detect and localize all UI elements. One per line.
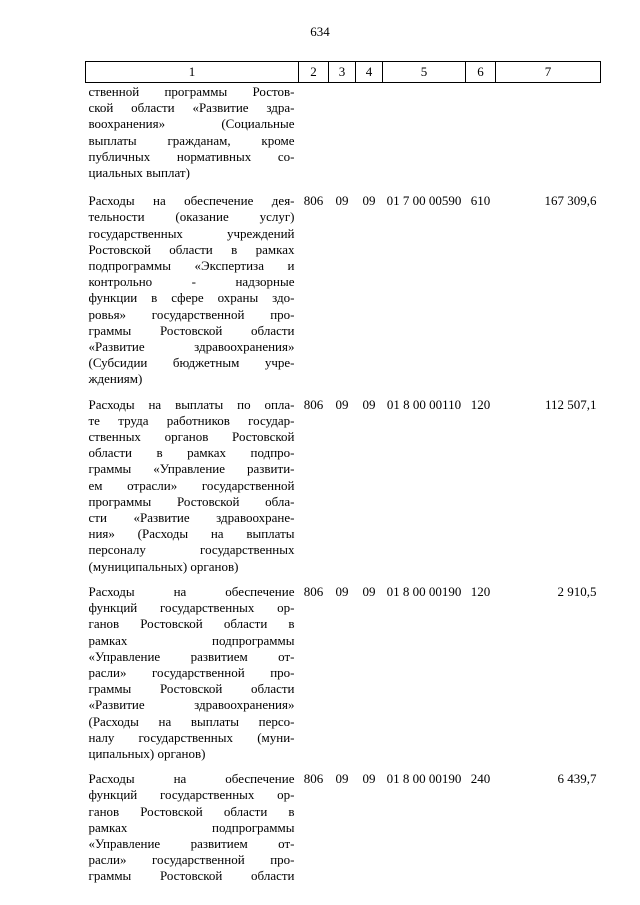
expense-type-code: 610 bbox=[470, 193, 491, 209]
header-row bbox=[86, 62, 601, 83]
description-line: сти «Развитие здравоохране- bbox=[88, 510, 295, 526]
section-code: 09 bbox=[335, 396, 349, 412]
description-line: расли» государственной про- bbox=[88, 852, 295, 868]
ministry-code: 806 bbox=[303, 583, 324, 599]
description-line: программы Ростовской обла- bbox=[88, 493, 295, 509]
description-line: Расходы на обеспечение bbox=[88, 583, 295, 599]
target-article-code: 01 8 00 00190 bbox=[386, 771, 462, 787]
subsection-code: 09 bbox=[362, 193, 376, 209]
description-line: тельности (оказание услуг) bbox=[88, 209, 295, 225]
description-line: те труда работников государ- bbox=[88, 412, 295, 428]
description-line: ровья» государственной про- bbox=[88, 306, 295, 322]
page-number: 634 bbox=[310, 24, 330, 39]
table-header bbox=[86, 62, 601, 83]
description-line: граммы Ростовской области bbox=[88, 322, 295, 338]
description-line: ния» (Расходы на выплаты bbox=[88, 526, 295, 542]
description-line: воохранения» (Социальные bbox=[88, 116, 295, 132]
description-line: граммы «Управление развити- bbox=[88, 461, 295, 477]
table-row bbox=[86, 191, 601, 394]
subsection-code bbox=[356, 83, 383, 192]
header-col-4: 4 bbox=[356, 62, 383, 83]
description-line: ственных органов Ростовской bbox=[88, 429, 295, 445]
target-article-code: 01 7 00 00590 bbox=[386, 193, 462, 209]
subsection-code: 09 bbox=[362, 771, 376, 787]
description-line: «Управление развитием от- bbox=[88, 648, 295, 664]
header-col-1: 1 bbox=[86, 62, 299, 83]
header-col-5: 5 bbox=[383, 62, 466, 83]
subsection-code: 09 bbox=[362, 583, 376, 599]
amount: 112 507,1 bbox=[544, 396, 597, 412]
header-col-6: 6 bbox=[466, 62, 496, 83]
table-row bbox=[86, 395, 601, 582]
description-line: функций государственных ор- bbox=[88, 787, 295, 803]
amount: 167 309,6 bbox=[544, 193, 597, 209]
amount bbox=[496, 83, 601, 192]
expense-type-code: 240 bbox=[470, 771, 491, 787]
description-line: Ростовской области в рамках bbox=[88, 241, 295, 257]
description-line: выплаты гражданам, кроме bbox=[88, 132, 295, 148]
section-code: 09 bbox=[335, 193, 349, 209]
description-line: государственных учреждений bbox=[88, 225, 295, 241]
target-article-code: 01 8 00 00110 bbox=[386, 396, 462, 412]
header-col-2: 2 bbox=[299, 62, 329, 83]
description-line: контрольно - надзорные bbox=[88, 274, 295, 290]
ministry-code: 806 bbox=[303, 193, 324, 209]
row-description bbox=[86, 191, 299, 394]
section-code: 09 bbox=[335, 771, 349, 787]
description-line: ципальных) органов) bbox=[88, 745, 206, 761]
description-line: «Управление развитием от- bbox=[88, 835, 295, 851]
description-line: функции в сфере охраны здо- bbox=[88, 290, 295, 306]
section-code bbox=[329, 83, 356, 192]
header-col-7: 7 bbox=[496, 62, 601, 83]
description-line: циальных выплат) bbox=[88, 165, 190, 181]
description-line: области в рамках подпро- bbox=[88, 445, 295, 461]
row-description bbox=[86, 769, 299, 891]
ministry-code bbox=[299, 83, 329, 192]
description-line: ственной программы Ростов- bbox=[88, 84, 295, 99]
row-description bbox=[86, 83, 299, 192]
description-line: расли» государственной про- bbox=[88, 664, 295, 680]
description-line: налу государственных (муни- bbox=[88, 729, 295, 745]
table-row bbox=[86, 769, 601, 891]
row-description bbox=[86, 582, 299, 769]
budget-table-container bbox=[85, 61, 600, 892]
row-description bbox=[86, 395, 299, 582]
expense-type-code: 120 bbox=[470, 583, 491, 599]
description-line: рамках подпрограммы bbox=[88, 819, 295, 835]
description-line: ганов Ростовской области в bbox=[88, 616, 295, 632]
amount: 2 910,5 bbox=[557, 583, 597, 599]
budget-table bbox=[85, 61, 601, 892]
description-line: публичных нормативных со- bbox=[88, 148, 295, 164]
description-line: граммы Ростовской области bbox=[88, 868, 295, 884]
subsection-code: 09 bbox=[362, 396, 376, 412]
description-line: функций государственных ор- bbox=[88, 600, 295, 616]
description-line: ганов Ростовской области в bbox=[88, 803, 295, 819]
description-line: «Развитие здравоохранения» bbox=[88, 697, 295, 713]
table-row bbox=[86, 83, 601, 192]
ministry-code: 806 bbox=[303, 771, 324, 787]
expense-type-code: 120 bbox=[470, 396, 491, 412]
section-code: 09 bbox=[335, 583, 349, 599]
description-line: Расходы на обеспечение дея- bbox=[88, 193, 295, 209]
description-line: Расходы на обеспечение bbox=[88, 771, 295, 787]
description-line: ской области «Развитие здра- bbox=[88, 100, 295, 116]
description-line: граммы Ростовской области bbox=[88, 681, 295, 697]
expense-type-code bbox=[466, 83, 496, 192]
table-body bbox=[86, 83, 601, 892]
description-line: подпрограммы «Экспертиза и bbox=[88, 258, 295, 274]
target-article-code: 01 8 00 00190 bbox=[386, 583, 462, 599]
amount: 6 439,7 bbox=[557, 771, 597, 787]
table-row bbox=[86, 582, 601, 769]
description-line: (муниципальных) органов) bbox=[88, 558, 239, 574]
description-line: ем отрасли» государственной bbox=[88, 477, 295, 493]
description-line: (Субсидии бюджетным учре- bbox=[88, 355, 295, 371]
description-line: рамках подпрограммы bbox=[88, 632, 295, 648]
ministry-code: 806 bbox=[303, 396, 324, 412]
description-line: (Расходы на выплаты персо- bbox=[88, 713, 295, 729]
description-line: ждениям) bbox=[88, 371, 143, 387]
target-article-code bbox=[383, 83, 466, 192]
header-col-3: 3 bbox=[329, 62, 356, 83]
description-line: персоналу государственных bbox=[88, 542, 295, 558]
description-line: Расходы на выплаты по опла- bbox=[88, 396, 295, 412]
description-line: «Развитие здравоохранения» bbox=[88, 339, 295, 355]
